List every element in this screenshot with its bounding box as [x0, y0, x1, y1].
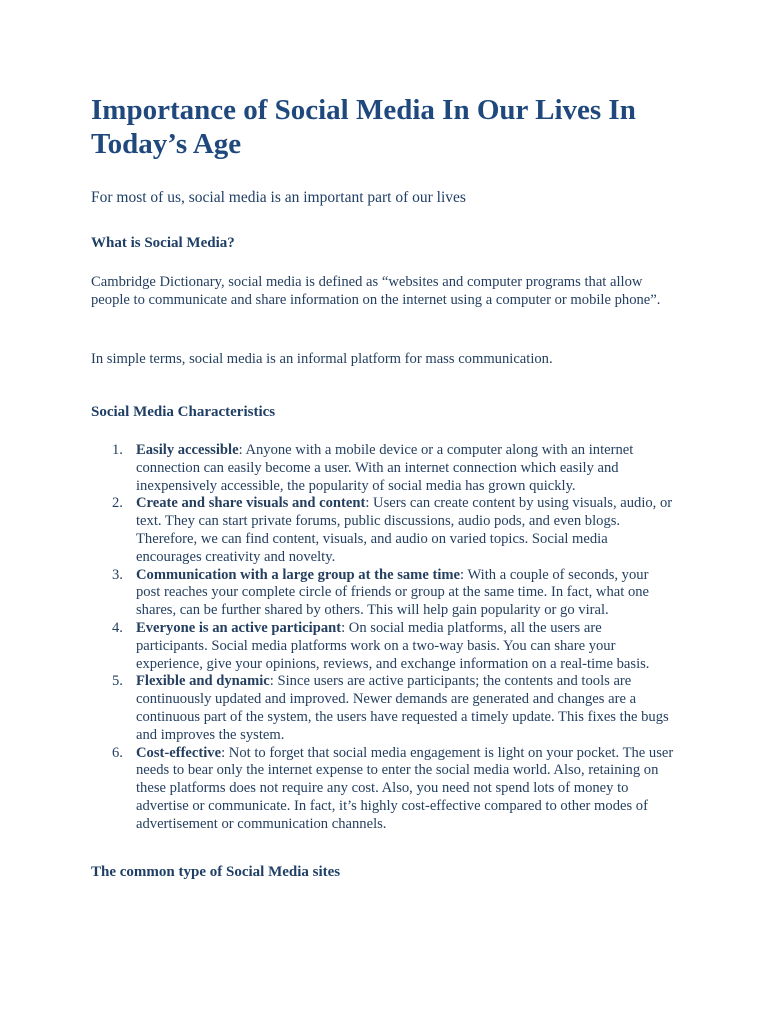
- list-item: [91, 442, 676, 495]
- document-content: [91, 93, 681, 880]
- list-item-text: : With a couple of seconds, your post reaches your complete circle of friends or group at the same time. In fact, what one shares, can be further shared by others. This will help gain popularity or go viral.: [136, 566, 650, 619]
- list-item-term: Communication with a large group at the same time: [136, 566, 461, 583]
- heading-what-is-social-media: What is Social Media?: [91, 235, 235, 251]
- list-item-term: Everyone is an active participant: [136, 619, 342, 636]
- list-item-text: : On social media platforms, all the users are participants. Social media platforms work on a two-way basis. You can share your experience, give your opinions, reviews, and exchange information on a real-time basis.: [136, 619, 650, 672]
- list-item-number: 3.: [112, 566, 123, 583]
- heading-characteristics: Social Media Characteristics: [91, 404, 276, 420]
- list-item: [91, 567, 676, 620]
- list-item: [91, 495, 676, 566]
- characteristics-list: [91, 442, 676, 834]
- list-item-term: Cost-effective: [136, 744, 222, 761]
- list-item-text: : Since users are active participants; the contents and tools are continuously updated and improved. Newer demands are generated and changes are a continuous part of the system, the users have requested a timely update. This fixes the bugs and improves the system.: [136, 673, 669, 743]
- list-item-number: 2.: [112, 495, 123, 512]
- list-item-term: Flexible and dynamic: [136, 673, 270, 690]
- list-item-number: 6.: [112, 744, 123, 761]
- list-item: [91, 673, 676, 744]
- heading-common-types: The common type of Social Media sites: [91, 864, 341, 880]
- paragraph-definition: Cambridge Dictionary, social media is defined as “websites and computer programs that allow people to communicate and share information on the internet using a computer or mobile phone”.: [91, 274, 661, 308]
- list-item-number: 5.: [112, 673, 123, 690]
- list-item-text: : Anyone with a mobile device or a computer along with an internet connection can easily become a user. With an internet connection which easily and inexpensively accessible, the popularity of social media has grown quickly.: [136, 442, 634, 494]
- document-title: Importance of Social Media In Our Lives In Today’s Age: [91, 94, 636, 160]
- list-item: [91, 745, 676, 834]
- document-subtitle: For most of us, social media is an important part of our lives: [91, 189, 466, 206]
- list-item-term: Easily accessible: [136, 442, 239, 458]
- list-item-text: : Not to forget that social media engagement is light on your pocket. The user needs to bear only the internet expense to enter the social media world. Also, retaining on these platforms does not require any cost. Also, you need not spend lots of money to advertise or communicate. In fact, it’s highly cost-effective compared to other modes of advertisement or communication channels.: [136, 744, 674, 832]
- list-item-term: Create and share visuals and content: [136, 495, 366, 512]
- list-item-number: 1.: [112, 442, 123, 458]
- list-item-text: : Users can create content by using visuals, audio, or text. They can start private forums, public discussions, audio pods, and even blogs. Therefore, we can find content, visuals, and audio on varied topics. Social media encourages creativity and novelty.: [136, 495, 673, 565]
- paragraph-simple-terms: In simple terms, social media is an informal platform for mass communication.: [91, 351, 553, 367]
- list-item: [91, 620, 676, 673]
- list-item-number: 4.: [112, 619, 123, 636]
